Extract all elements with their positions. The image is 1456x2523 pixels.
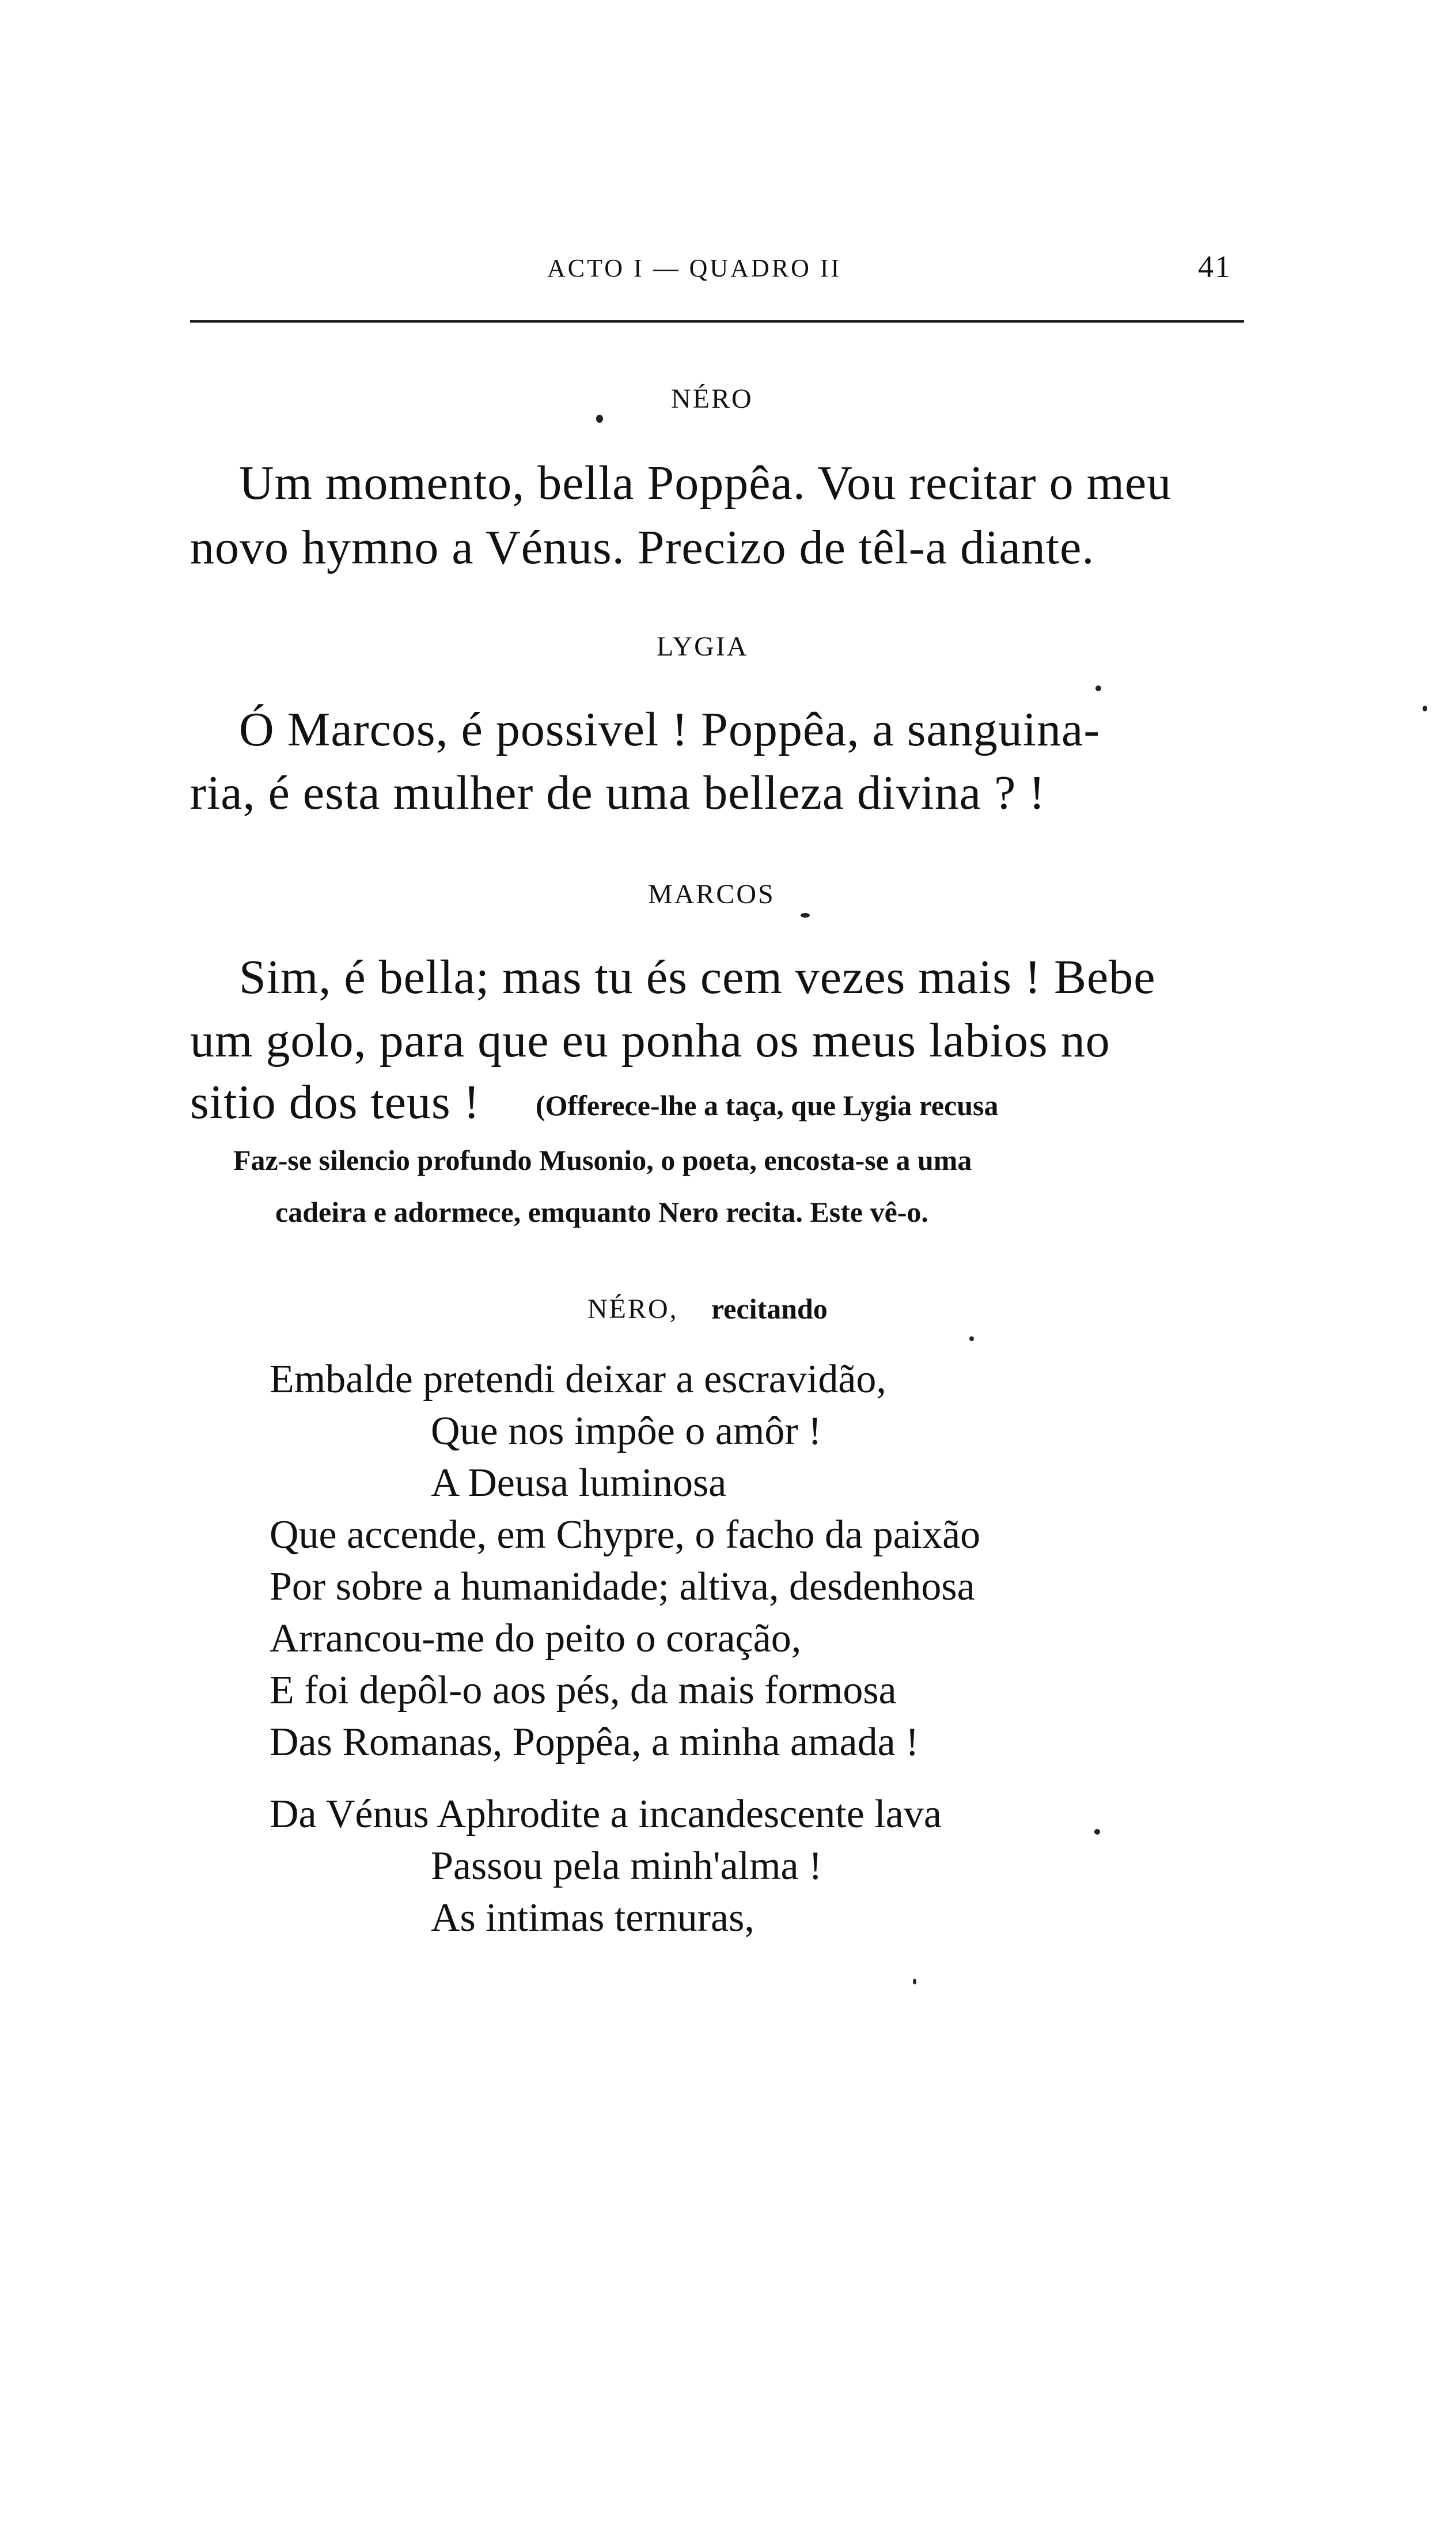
speech-line: um golo, para que eu ponha os meus labios no	[190, 1014, 1110, 1067]
page-number: 41	[1198, 249, 1231, 284]
speech-line: ria, é esta mulher de uma belleza divina ? !	[190, 766, 1046, 820]
speaker-lygia: LYGIA	[657, 631, 749, 662]
speech-line: novo hymno a Vénus. Precizo de têl-a diante.	[190, 521, 1095, 574]
speech-line: Um momento, bella Poppêa. Vou recitar o meu	[239, 456, 1172, 510]
scan-speck	[913, 1979, 916, 1984]
speech-line: Ó Marcos, é possivel ! Poppêa, a sanguina-	[239, 703, 1101, 756]
verse-line: E foi depôl-o aos pés, da mais formosa	[270, 1668, 897, 1713]
scan-speck	[1094, 1829, 1100, 1835]
verse-line: Embalde pretendi deixar a escravidão,	[270, 1357, 886, 1401]
verse-line: Das Romanas, Poppêa, a minha amada !	[270, 1720, 919, 1764]
scan-speck	[1423, 706, 1427, 711]
header-rule	[190, 320, 1244, 323]
verse-line: A Deusa luminosa	[431, 1461, 727, 1505]
speaker-nero-reciting: NÉRO,	[587, 1294, 678, 1324]
scan-speck	[801, 913, 810, 918]
speaker-note: recitando	[711, 1293, 828, 1325]
speech-line: sitio dos teus !	[190, 1075, 480, 1129]
scan-speck	[969, 1336, 974, 1341]
verse-line: Arrancou-me do peito o coração,	[270, 1616, 802, 1661]
stage-direction: Faz-se silencio profundo Musonio, o poeta, encosta-se a uma	[233, 1144, 972, 1176]
speaker-marcos: MARCOS	[648, 879, 775, 910]
verse-line: Que accende, em Chypre, o facho da paixão	[270, 1513, 981, 1557]
scan-speck	[1095, 685, 1101, 691]
speaker-nero: NÉRO	[671, 384, 753, 414]
verse-line: Passou pela minh'alma !	[431, 1844, 822, 1888]
verse-line: Que nos impôe o amôr !	[431, 1409, 822, 1453]
verse-line: Da Vénus Aphrodite a incandescente lava	[270, 1792, 942, 1836]
stage-direction: cadeira e adormece, emquanto Nero recita. Este vê-o.	[275, 1196, 928, 1228]
running-title: ACTO I — QUADRO II	[547, 254, 842, 282]
stage-direction: (Offerece-lhe a taça, que Lygia recusa	[536, 1089, 999, 1122]
verse-line: As intimas ternuras,	[431, 1896, 754, 1940]
speech-line: Sim, é bella; mas tu és cem vezes mais ! Bebe	[239, 950, 1156, 1004]
verse-line: Por sobre a humanidade; altiva, desdenhosa	[270, 1564, 975, 1609]
scan-speck	[596, 415, 603, 423]
